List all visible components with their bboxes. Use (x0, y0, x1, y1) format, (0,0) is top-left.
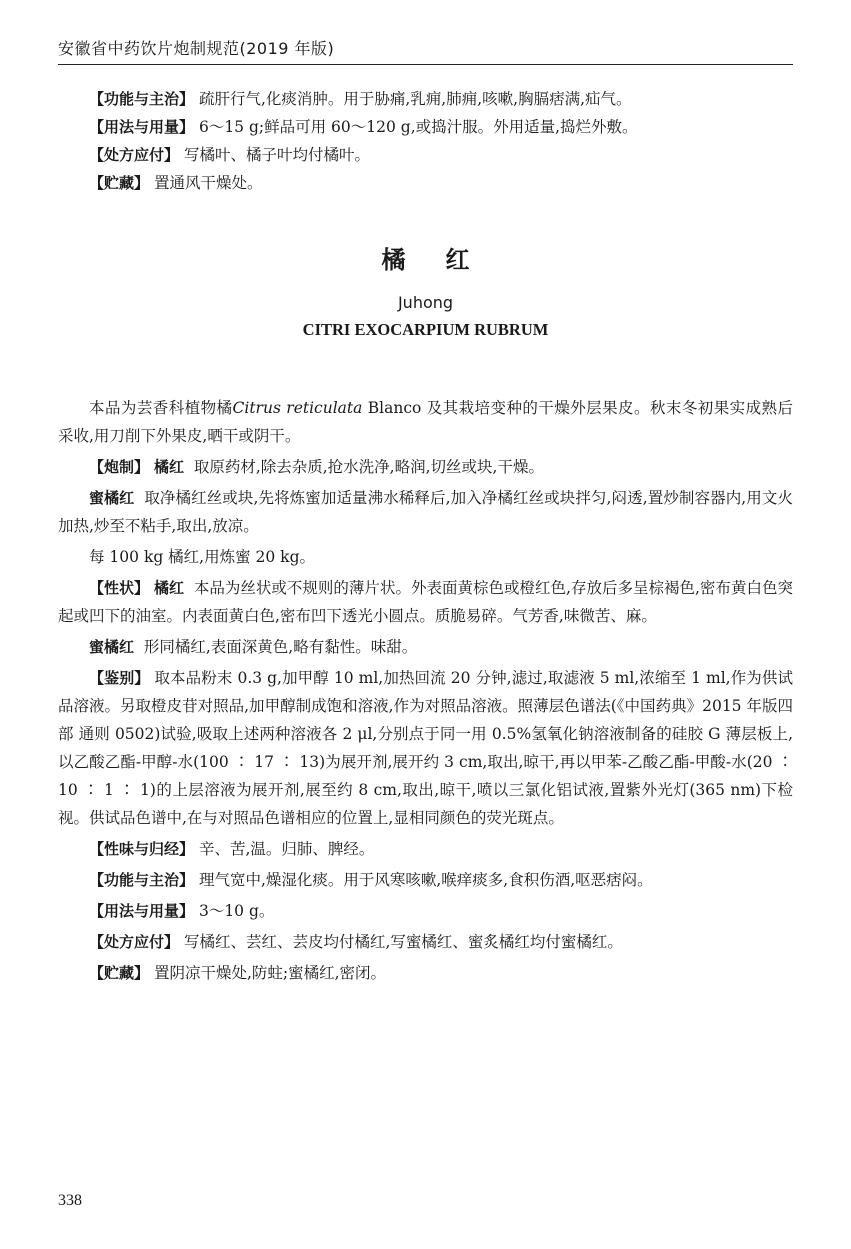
paragraph-text: 取原药材,除去杂质,抢水洗净,略润,切丝或块,干燥。 (193, 458, 544, 476)
paragraph-text: 本品为丝状或不规则的薄片状。外表面黄棕色或橙红色,存放后多呈棕褐色,密布黄白色突起或凹下的油室。内表面黄白色,密布凹下透光小圆点。质脆易碎。气芳香,味微苦、麻。 (58, 579, 793, 625)
section-label: 【功能与主治】 (89, 871, 195, 889)
paragraph-text: 置阴凉干燥处,防蛀;蜜橘红,密闭。 (153, 964, 387, 982)
paragraph-text: 辛、苦,温。归肺、脾经。 (198, 840, 375, 858)
section-label: 【用法与用量】 (89, 902, 195, 920)
section-label: 【鉴别】 (89, 669, 150, 687)
paragraph-text: 形同橘红,表面深黄色,略有黏性。味甜。 (143, 638, 418, 656)
species-name: Citrus reticulata (232, 399, 363, 417)
subsection-label: 橘红 (153, 579, 184, 597)
storage-paragraph (58, 959, 793, 987)
header-rule (58, 64, 793, 65)
prescription-paragraph (58, 928, 793, 956)
nature-meridian-paragraph (58, 835, 793, 863)
section-label: 【贮藏】 (89, 174, 150, 192)
section-label: 【用法与用量】 (89, 118, 195, 136)
identification-paragraph (58, 664, 793, 832)
running-head: 安徽省中药饮片炮制规范(2019 年版) (58, 39, 335, 58)
paragraph-text: 取净橘红丝或块,先将炼蜜加适量沸水稀释后,加入净橘红丝或块拌匀,闷透,置炒制容器内,用文火加热,炒至不粘手,取出,放凉。 (58, 489, 793, 535)
paragraph-text: 写橘红、芸红、芸皮均付橘红,写蜜橘红、蜜炙橘红均付蜜橘红。 (183, 933, 623, 951)
monograph-pinyin: Juhong (397, 293, 454, 312)
paragraph-text: 本品为芸香科植物橘 (89, 399, 233, 417)
monograph-latin-name: CITRI EXOCARPIUM RUBRUM (302, 320, 549, 339)
storage-paragraph (58, 169, 793, 197)
honey-processing-paragraph (58, 484, 793, 540)
honey-ratio-paragraph (58, 543, 793, 571)
section-label: 【处方应付】 (89, 933, 180, 951)
paragraph-text: 每 100 kg 橘红,用炼蜜 20 kg。 (89, 548, 315, 566)
section-label: 【贮藏】 (89, 964, 150, 982)
intro-paragraph (58, 394, 793, 450)
function-indication-paragraph (58, 866, 793, 894)
page-number: 338 (58, 1192, 82, 1209)
subsection-label: 橘红 (153, 458, 184, 476)
paragraph-text: 3～10 g。 (198, 902, 275, 920)
usage-dosage-paragraph (58, 113, 793, 141)
paragraph-text: 取本品粉末 0.3 g,加甲醇 10 ml,加热回流 20 分钟,滤过,取滤液 5 ml,浓缩至 1 ml,作为供试品溶液。另取橙皮苷对照品,加甲醇制成饱和溶液,作为对照品溶液。照薄层色谱法(《中国药典》2015 年版四部 通则 0502)试验,吸取上述两种溶液各 2 μl,分别点于同一用 0.5%氢氧化钠溶液制备的硅胶 G 薄层板上,以乙酸乙酯-甲醇-水(100 ∶ 17 ∶ 13)为展开剂,展开约 3 cm,取出,晾干,再以甲苯-乙酸乙酯-甲酸-水(20 ∶ 10 ∶ 1 ∶ 1)的上层溶液为展开剂,展至约 8 cm,取出,晾干,喷以三氯化铝试液,置紫外光灯(365 nm)下检视。供试品色谱中,在与对照品色谱相应的位置上,显相同颜色的荧光斑点。 (58, 669, 793, 827)
usage-dosage-paragraph (58, 897, 793, 925)
subsection-label: 蜜橘红 (89, 638, 135, 656)
characteristics-paragraph (58, 574, 793, 630)
prescription-paragraph (58, 141, 793, 169)
honey-characteristics-paragraph (58, 633, 793, 661)
paragraph-text: 置通风干燥处。 (153, 174, 263, 192)
paragraph-text: 6～15 g;鲜品可用 60～120 g,或捣汁服。外用适量,捣烂外敷。 (198, 118, 638, 136)
monograph-title: 橘红 (381, 246, 510, 274)
previous-monograph-tail (58, 85, 793, 197)
monograph-body (58, 394, 793, 987)
section-label: 【处方应付】 (89, 146, 180, 164)
paragraph-text: 疏肝行气,化痰消肿。用于胁痛,乳痈,肺痈,咳嗽,胸膈痞满,疝气。 (198, 90, 632, 108)
section-label: 【功能与主治】 (89, 90, 195, 108)
processing-paragraph (58, 453, 793, 481)
section-label: 【性味与归经】 (89, 840, 195, 858)
paragraph-text: 理气宽中,燥湿化痰。用于风寒咳嗽,喉痒痰多,食积伤酒,呕恶痞闷。 (198, 871, 653, 889)
section-label: 【性状】 (89, 579, 150, 597)
paragraph-text: Blanco 及其栽培变种的干燥外层果皮。秋末冬初果实成熟后采收,用刀削下外果皮,晒干或阴干。 (58, 399, 793, 445)
section-label: 【炮制】 (89, 458, 150, 476)
function-indication-paragraph (58, 85, 793, 113)
paragraph-text: 写橘叶、橘子叶均付橘叶。 (183, 146, 370, 164)
subsection-label: 蜜橘红 (89, 489, 135, 507)
